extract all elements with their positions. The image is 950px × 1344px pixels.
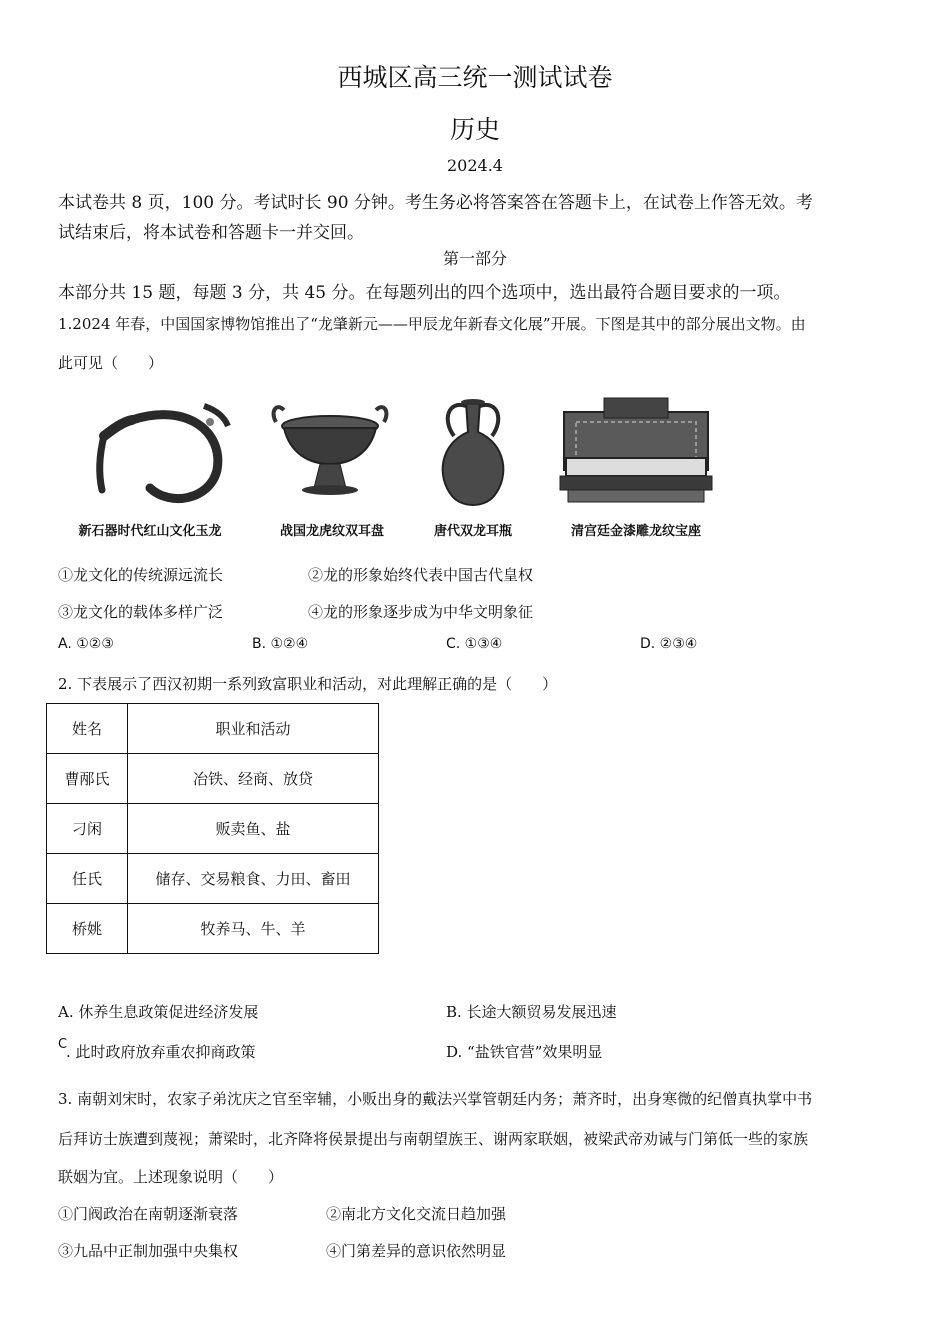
part-description: 本部分共 15 题，每题 3 分，共 45 分。在每题列出的四个选项中，选出最符合题目要求的一项。 — [58, 283, 791, 303]
exam-title: 西城区高三统一测试试卷 — [337, 63, 613, 92]
q1-choice-d: D. ②③④ — [640, 636, 698, 652]
q1-statement-1: ①龙文化的传统源远流长 — [58, 566, 224, 584]
q1-statement-3: ③龙文化的载体多样广泛 — [58, 603, 224, 621]
instructions-line-2: 试结束后，将本试卷和答题卡一并交回。 — [58, 223, 364, 243]
table-cell-activity: 储存、交易粮食、力田、畜田 — [128, 854, 379, 904]
table-row — [47, 854, 379, 904]
q2-stem: 2. 下表展示了西汉初期一系列致富职业和活动，对此理解正确的是（ ） — [58, 675, 558, 693]
q2-choice-b: B. 长途大额贸易发展迅速 — [446, 1003, 617, 1021]
subject-title: 历史 — [449, 115, 500, 144]
figure-caption-1: 新石器时代红山文化玉龙 — [78, 524, 222, 539]
q2-choice-a: A. 休养生息政策促进经济发展 — [58, 1003, 259, 1021]
dragon-tiger-plate-image — [270, 392, 392, 512]
q1-stem-line-1: 1.2024 年春，中国国家博物馆推出了“龙肇新元——甲辰龙年新春文化展”开展。下图是其中的部分展出文物。由 — [58, 315, 806, 333]
q2-table — [46, 703, 379, 954]
table-header-activity: 职业和活动 — [128, 704, 379, 754]
table-cell-name: 任氏 — [47, 854, 128, 904]
part-heading: 第一部分 — [442, 249, 507, 268]
table-row — [47, 754, 379, 804]
figure-caption-3: 唐代双龙耳瓶 — [433, 524, 512, 539]
q1-choice-a: A. ①②③ — [58, 636, 114, 652]
q1-choice-c: C. ①③④ — [446, 636, 503, 652]
q3-stem-line-3: 联姻为宜。上述现象说明（ ） — [58, 1168, 284, 1186]
jade-dragon-image — [92, 392, 232, 512]
instructions-line-1: 本试卷共 8 页，100 分。考试时长 90 分钟。考生务必将答案答在答题卡上，在试卷上作答无效。考 — [58, 193, 813, 213]
q1-statement-4: ④龙的形象逐步成为中华文明象征 — [308, 603, 534, 621]
table-header-name: 姓名 — [47, 704, 128, 754]
q3-statement-2: ②南北方文化交流日趋加强 — [326, 1205, 507, 1223]
q3-statement-1: ①门阀政治在南朝逐渐衰落 — [58, 1205, 239, 1223]
q2-choice-c-letter: C — [58, 1037, 68, 1052]
figure-caption-4: 清宫廷金漆雕龙纹宝座 — [570, 524, 701, 539]
q2-choice-c-text: . 此时政府放弃重农抑商政策 — [66, 1043, 256, 1061]
table-cell-name: 刁闲 — [47, 804, 128, 854]
q3-statement-4: ④门第差异的意识依然明显 — [326, 1242, 507, 1260]
q1-choice-b: B. ①②④ — [252, 636, 309, 652]
table-cell-name: 桥姚 — [47, 904, 128, 954]
figure-caption-2: 战国龙虎纹双耳盘 — [279, 524, 384, 539]
q3-stem-line-1: 3. 南朝刘宋时，农家子弟沈庆之官至宰辅，小贩出身的戴法兴掌管朝廷内务；萧齐时，出身寒微的纪僧真执掌中书 — [58, 1090, 813, 1108]
table-row — [47, 904, 379, 954]
q2-choice-d: D. “盐铁官营”效果明显 — [446, 1043, 603, 1061]
table-cell-activity: 贩卖鱼、盐 — [128, 804, 379, 854]
table-cell-activity: 冶铁、经商、放贷 — [128, 754, 379, 804]
imperial-throne-image — [556, 392, 716, 514]
exam-date: 2024.4 — [447, 156, 503, 175]
q3-stem-line-2: 后拜访士族遭到蔑视；萧梁时，北齐降将侯景提出与南朝望族王、谢两家联姻，被梁武帝劝诫与门第低一些的家族 — [58, 1130, 809, 1148]
table-row — [47, 804, 379, 854]
double-dragon-vase-image — [428, 392, 518, 514]
q3-statement-3: ③九品中正制加强中央集权 — [58, 1242, 239, 1260]
q1-statement-2: ②龙的形象始终代表中国古代皇权 — [308, 566, 534, 584]
table-cell-activity: 牧养马、牛、羊 — [128, 904, 379, 954]
table-cell-name: 曹邴氏 — [47, 754, 128, 804]
q1-stem-line-2: 此可见（ ） — [58, 354, 164, 372]
table-header-row — [47, 704, 379, 754]
